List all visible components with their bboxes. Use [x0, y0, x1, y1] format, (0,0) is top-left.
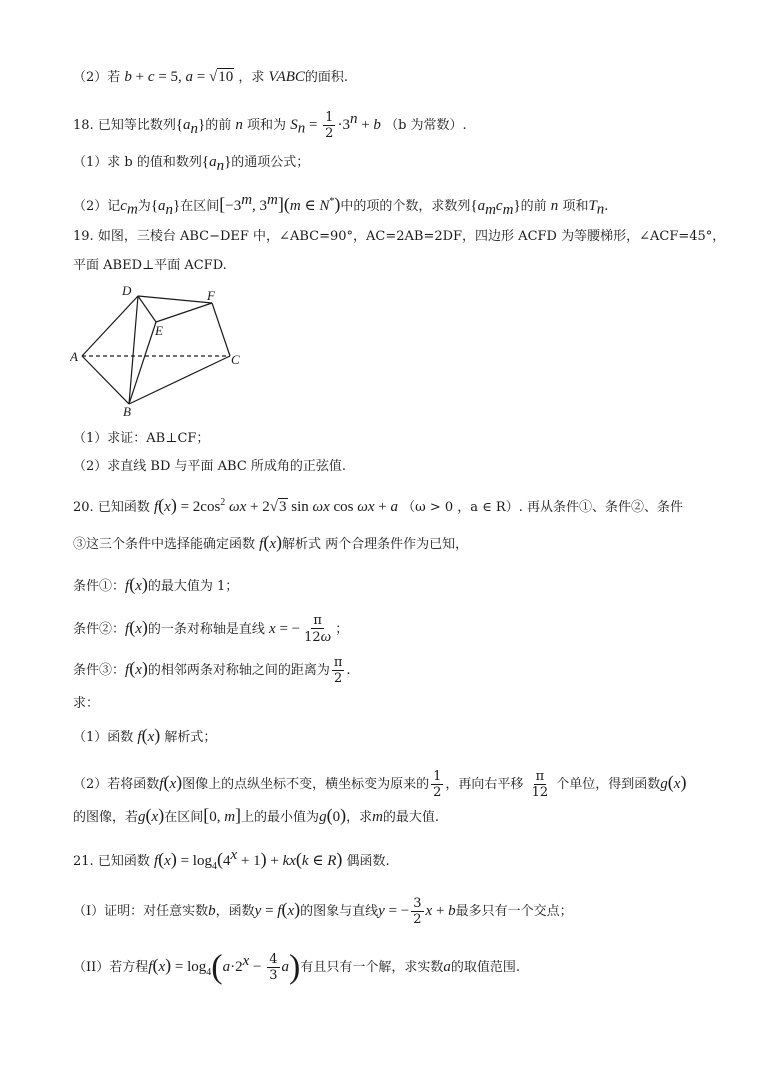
q20-condition1-label: 条件①： [73, 579, 126, 594]
q17-condition: b [124, 69, 132, 85]
q18-stem: 18. 已知等比数列$\{a_n\}$的前 n 项和为 $S_n$ = $\frac{1}{2}$ $\cdot 3^n + b$ （b 为常数）. [73, 110, 467, 141]
q20-part1-tail: 解析式； [160, 730, 217, 745]
edge-AB [82, 356, 129, 404]
label-B: B [123, 404, 131, 417]
q20-part2-b: 图像上的点纵坐标不变，横坐标变为原来的 [182, 777, 430, 792]
q20-part2-line1: （2）若将函数f(x)图像上的点纵坐标不变，横坐标变为原来的 $\frac{1}{2}$ ，再向右平移 $\frac{\pi}{12}$ 个单位，得到函数g(x) [73, 769, 687, 800]
q20-stem-line1: 20. 已知函数 $f(x) = 2\cos^2$ ωx + 2√3 sin ωx cos ωx + a （ω > 0 ，a ∈ R）. 再从条件①、条件②、条件 [73, 495, 683, 515]
q20-condition3-tail: 的相邻两条对称轴之间的距离为 [147, 663, 330, 678]
q20-condition3: 条件③：f(x)的相邻两条对称轴之间的距离为 $\frac{\pi}{2}$ . [73, 655, 351, 686]
q19-text2: 平面 ABED⊥平面 ACFD. [73, 258, 227, 273]
label-A: A [70, 349, 78, 364]
q18-part2-end: . [604, 199, 609, 214]
edge-DB [129, 296, 138, 404]
q20-part2-h: ，求 [346, 810, 373, 825]
q21-intro: 已知函数 [97, 854, 150, 869]
q17-part2-end: 的面积. [304, 70, 349, 85]
edge-DF [138, 296, 212, 303]
q21-part2: （II）若方程$f(x) = \log_4(a\cdot 2^x$ − $\frac{4}{3}$ a)有且只有一个解，求实数a的取值范围. [73, 948, 520, 986]
q21-part1-d: 最多只有一个交点； [455, 904, 573, 919]
q18-mid: 的前 [205, 118, 232, 133]
q20-number: 20. [73, 500, 94, 515]
q21-tail: 偶函数. [346, 854, 390, 869]
q21-number: 21. [73, 854, 94, 869]
q19-part2-text: （2）求直线 BD 与平面 ABC 所成角的正弦值. [73, 459, 347, 474]
q21-part1-c: 的图象与直线 [300, 904, 379, 919]
q20-condition1: 条件①：f(x)的最大值为 1； [73, 574, 239, 594]
q18-part2-c: 在区间 [180, 199, 220, 214]
q20-intro: 已知函数 [97, 500, 150, 515]
q18-part2-f: 项和 [562, 199, 589, 214]
q20-condition2-label: 条件②： [73, 622, 126, 637]
q17-triangle: VABC [268, 69, 305, 85]
q19-part1 [73, 430, 728, 448]
q21-part2-b: 有且只有一个解，求实数 [300, 960, 444, 975]
q20-stem-line2: ③这三个条件中选择能确定函数 f(x)解析式 两个合理条件作为已知， [73, 532, 469, 552]
q20-part2-a: （2）若将函数 [73, 777, 160, 792]
q21-part2-a: （II）若方程 [73, 960, 149, 975]
q20-line2-tail: 解析式 两个合理条件作为已知， [282, 537, 469, 552]
edge-BC [129, 356, 230, 404]
q17-part2: （2）若 b + c = 5, a = √10 ，求 VABC的面积. [73, 69, 349, 85]
q17-part2-label: （2）若 [73, 70, 121, 85]
q20-part2-f: 在区间 [164, 810, 204, 825]
q19-text1: 如图，三棱台 ABC−DEF 中，∠ABC=90°，AC=2AB=2DF，四边形 ACFD 为等腰梯形，∠ACF=45°， [97, 229, 726, 244]
q20-condition3-label: 条件③： [73, 663, 126, 678]
edge-FC [212, 303, 230, 356]
label-E: E [155, 323, 163, 338]
q21-part1-a: （I）证明：对任意实数 [73, 904, 209, 919]
q20-condition2-tail: 的一条对称轴是直线 [147, 622, 265, 637]
q20-condition2: 条件②：f(x)的一条对称轴是直线 x = − $\frac{\pi}{12\omega}$ ； [73, 613, 349, 645]
q20-part1: （1）函数 f(x) 解析式； [73, 725, 217, 745]
q20-part2-e: 的图像，若 [73, 810, 139, 825]
label-F: F [207, 288, 215, 303]
q18-mid2: 项和为 [247, 118, 287, 133]
edge-AD [82, 296, 138, 356]
q20-ask-text: 求： [73, 696, 100, 711]
q20-line2: ③这三个条件中选择能确定函数 [73, 537, 256, 552]
q19-part2 [73, 458, 728, 476]
q18-number: 18. [73, 118, 94, 133]
q18-n: n [235, 117, 243, 133]
q18-intro: 已知等比数列 [97, 118, 176, 133]
q19-stem-line1 [73, 228, 728, 246]
q20-part2-c: ，再向右平移 [445, 777, 524, 792]
q20-part2-line2: 的图像，若g(x)在区间[0, m]上的最小值为g(0)，求m的最大值. [73, 805, 440, 825]
q18-part1-tail: 的通项公式； [231, 155, 310, 170]
q21-part2-c: 的取值范围. [450, 960, 520, 975]
q20-condition1-tail: 的最大值为 1； [147, 579, 239, 594]
q21-part1: （I）证明：对任意实数b，函数y = f(x)的图象与直线y = − $\frac{3}{2}$ x + b最多只有一个交点； [73, 896, 573, 927]
q19-stem-line2 [73, 257, 728, 275]
q20-part2-d: 个单位，得到函数 [556, 777, 661, 792]
q20-conditions-intro: （ω > 0 ，a ∈ R）. 再从条件①、条件②、条件 [402, 500, 683, 515]
q20-part2-g: 上的最小值为 [241, 810, 320, 825]
q18-part2-b: 为 [137, 199, 151, 214]
q18-part2-d: 中的项的个数，求数列 [340, 199, 471, 214]
edge-EF [156, 303, 212, 322]
label-C: C [231, 352, 240, 367]
q18-part1: （1）求 b 的值和数列$\{a_n\}$的通项公式； [73, 154, 310, 174]
edge-DE [138, 296, 156, 322]
q18-part2: （2）记$c_m$为$\{a_n\}$在区间[$-3^m$, 3$^m$](m ∈ N*)中的项的个数，求数列$\{a_mc_m\}$的前 n 项和$T_n$. [73, 192, 609, 218]
edge-EB [129, 322, 156, 404]
q20-part1-text: （1）函数 [73, 730, 134, 745]
q18-part2-e: 的前 [520, 199, 547, 214]
q17-part2-tail: ，求 [238, 70, 265, 85]
q20-part2-i: 的最大值. [382, 810, 440, 825]
q19-part1-text: （1）求证：AB⊥CF； [73, 431, 210, 446]
q19-figure [70, 282, 260, 417]
q21-stem: 21. 已知函数 $f(x) = \log_4(4^x + 1) + kx(k$ ∈ R) 偶函数. [73, 847, 390, 872]
q18-part2-a: （2）记 [73, 199, 121, 214]
label-D: D [122, 283, 132, 298]
q19-number: 19. [73, 229, 94, 244]
q18-part1-text: （1）求 b 的值和数列 [73, 155, 202, 170]
q21-part1-b: ，函数 [215, 904, 255, 919]
q18-tail: （b 为常数）. [385, 118, 467, 133]
q20-ask [73, 695, 728, 713]
